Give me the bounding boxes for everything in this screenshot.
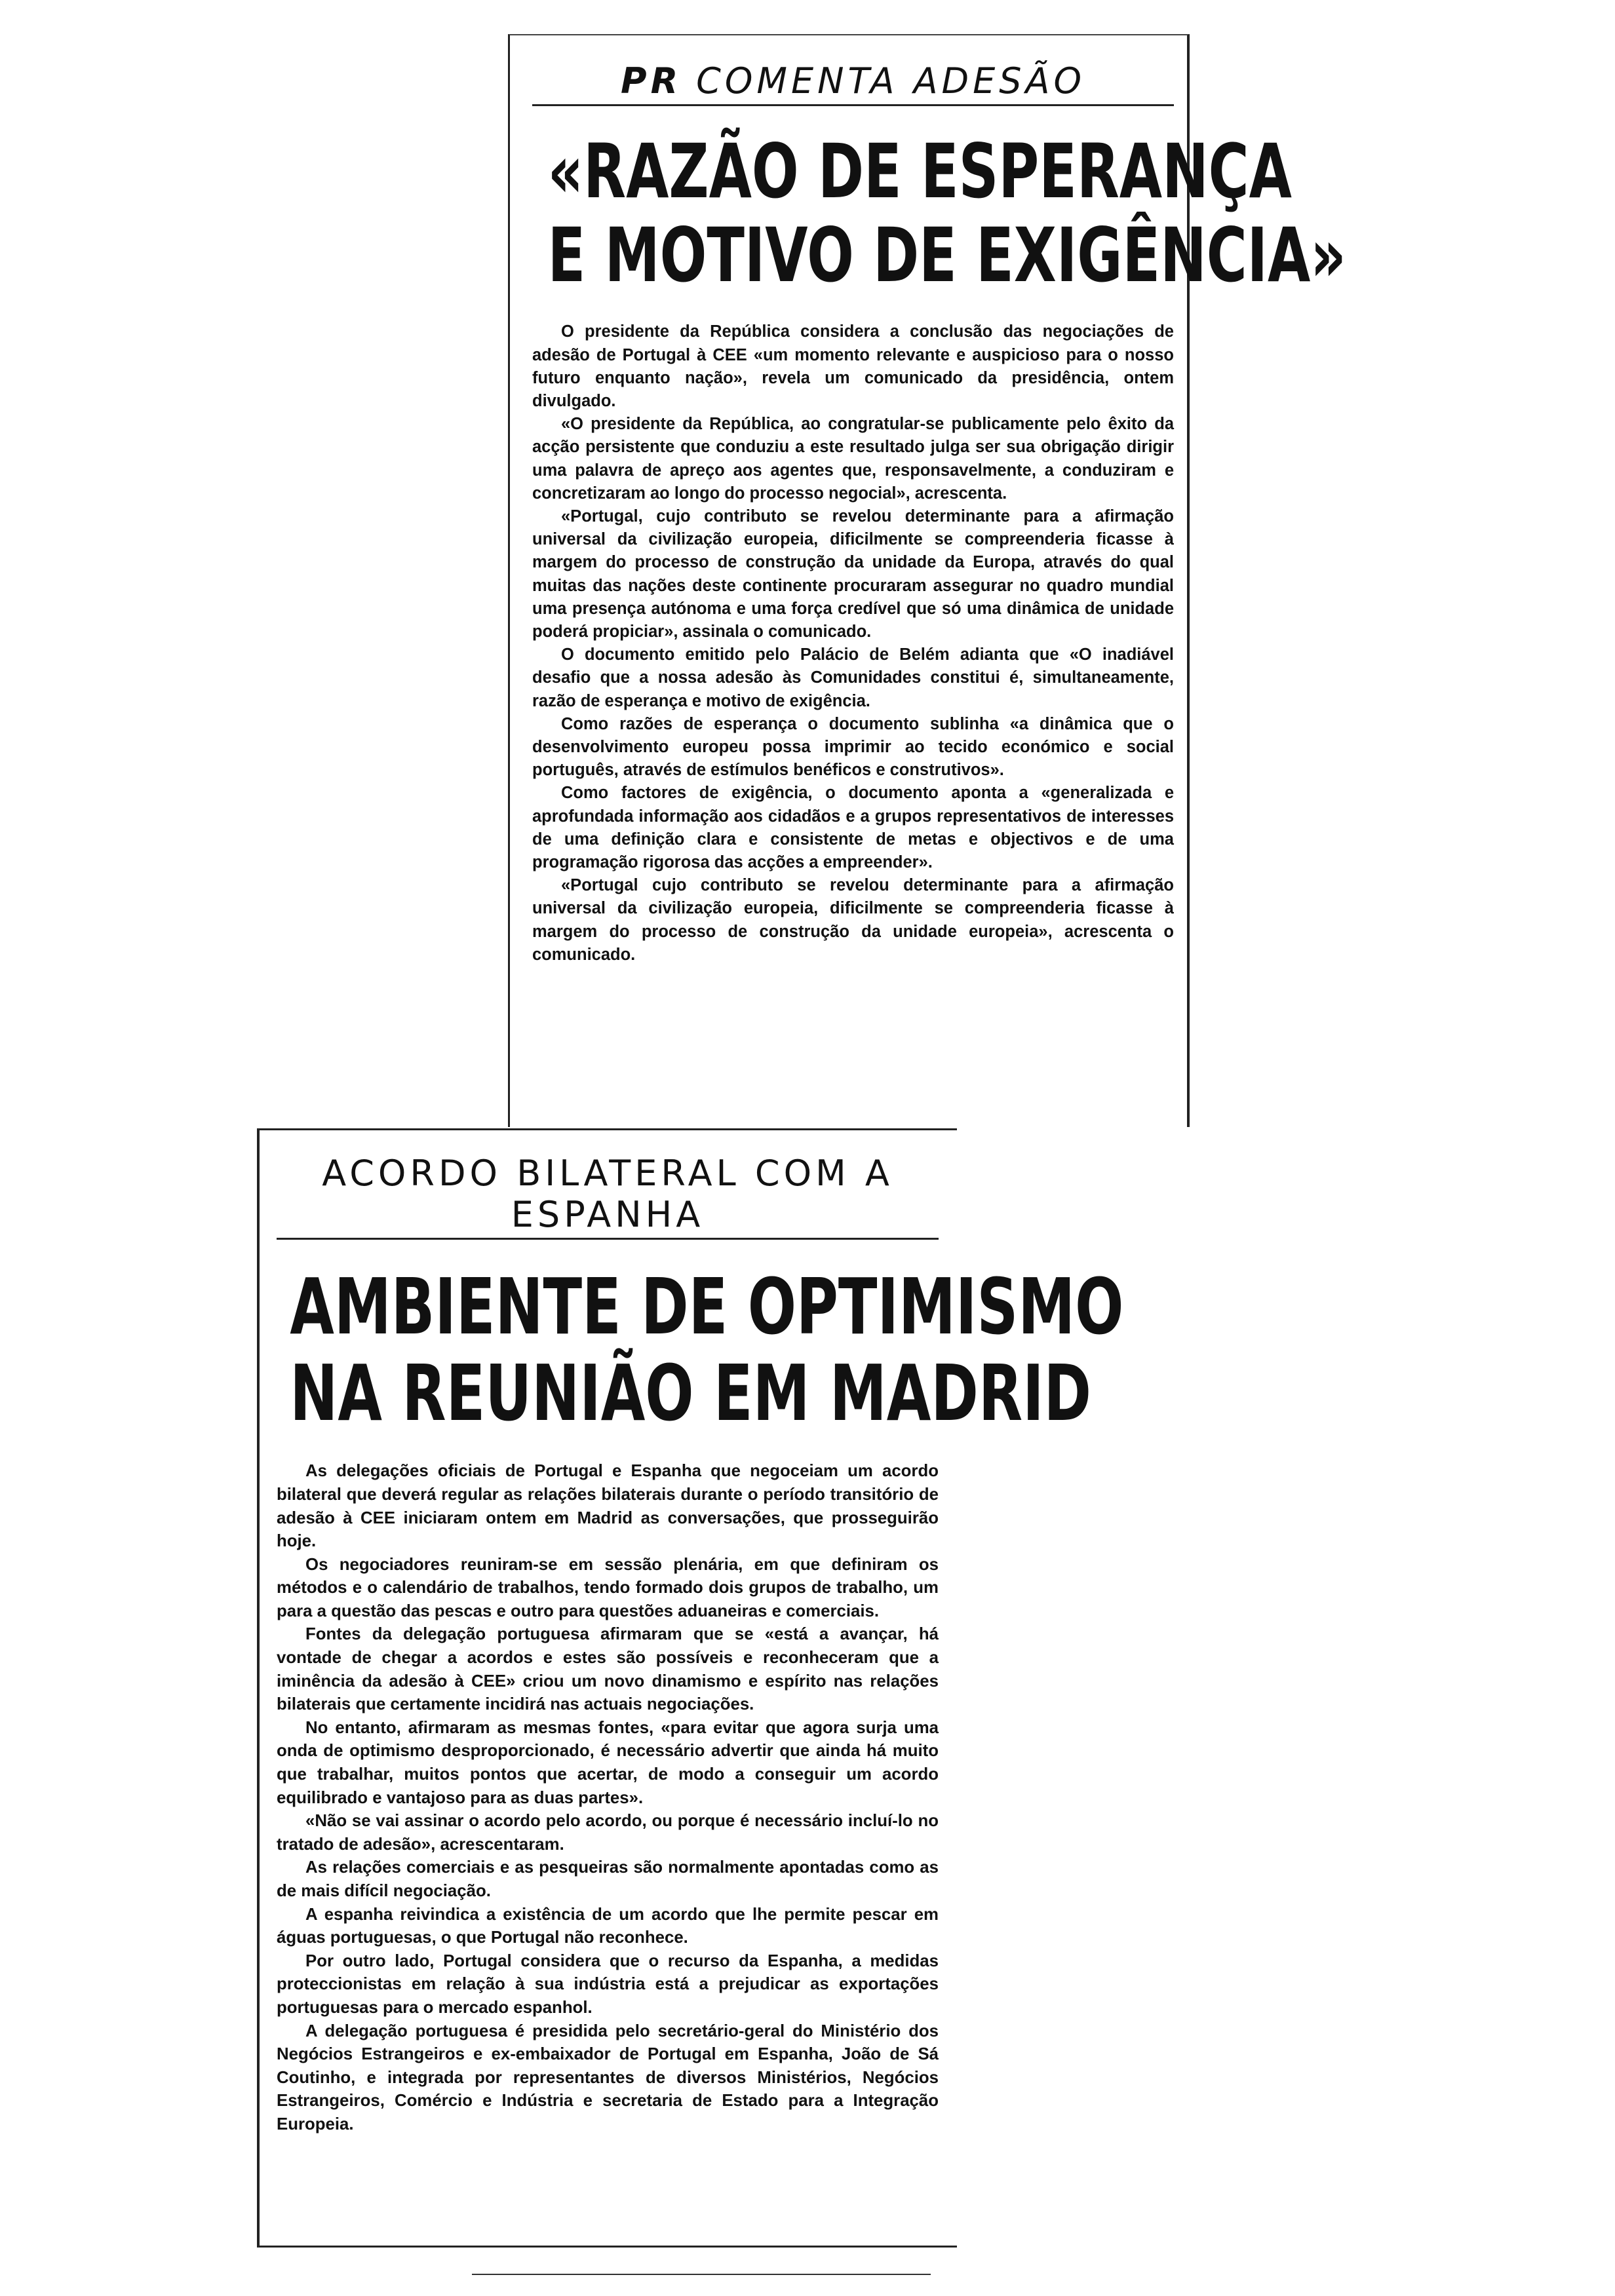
article-body [532,320,1174,966]
headline-line-1: AMBIENTE DE OPTIMISMO [290,1261,1124,1352]
body-paragraph: No entanto, afirmaram as mesmas fontes, «para evitar que agora surja uma onda de optimismo desproporcionado, é necessário advertir que ainda há muito que trabalhar, muitos pontos que acertar, de modo a conseguir um acordo equilibrado e vantajoso para as duas partes». [277,1718,939,1807]
article-headline [290,1261,1124,1439]
body-paragraph: O documento emitido pelo Palácio de Belém adianta que «O inadiável desafio que a nossa adesão às Comunidades constitui é, simultaneamente, razão de esperança e motivo de exigência. [532,645,1174,710]
body-paragraph: A delegação portuguesa é presidida pelo secretário-geral do Ministério dos Negócios Estrangeiros e ex-embaixador de Portugal em Espanha, João de Sá Coutinho, e integrada por representantes de diversos Ministérios, Negócios Estrangeiros, Comércio e Indústria e secretaria de Estado para a Integração Europeia. [277,2021,939,2133]
article-clipping-spain-agreement [257,1128,1124,2248]
body-paragraph: Como factores de exigência, o documento aponta a «generalizada e aprofundada informação aos cidadãos e a grupos representativos de interesses de uma definição clara e consistente de metas e objectivos e de uma programação rigorosa das acções a empreender». [532,784,1174,872]
kicker-text: COMENTA ADESÃO [696,60,1085,102]
body-paragraph: «O presidente da República, ao congratular-se publicamente pelo êxito da acção persistente que conduziu a este resultado julga ser sua obrigação dirigir uma palavra de apreço aos agentes que, responsavelmente, a conduziram e concretizaram ao longo do processo negocial», acrescenta. [532,415,1174,503]
article-clipping-president [508,34,1346,1127]
article-kicker: ACORDO BILATERAL COM A ESPANHA [277,1153,939,1240]
body-paragraph: As delegações oficiais de Portugal e Espanha que negoceiam um acordo bilateral que deverá regular as relações bilaterais durante o período transitório de adesão à CEE iniciaram ontem em Madrid as conversações, que prosseguirão hoje. [277,1462,939,1551]
kicker-pr: PR [621,60,682,102]
body-paragraph: Por outro lado, Portugal considera que o recurso da Espanha, a medidas proteccionistas em relação à sua indústria está a prejudicar as exportações portuguesas para o mercado espanhol. [277,1951,939,2017]
article-body [277,1460,939,2136]
body-paragraph: Fontes da delegação portuguesa afirmaram que se «está a avançar, há vontade de chegar a acordos e estes são possíveis e reconheceram que a iminência da adesão à CEE» criou um novo dinamismo e espírito nas relações bilaterais que certamente incidirá nas actuais negociações. [277,1625,939,1714]
body-paragraph: Como razões de esperança o documento sublinha «a dinâmica que o desenvolvimento europeu possa imprimir ao tecido económico e social português, através de estímulos benéficos e construtivos». [532,714,1174,780]
body-paragraph: As relações comerciais e as pesqueiras são normalmente apontadas como as de mais difícil negociação. [277,1858,939,1900]
bottom-divider [472,2274,931,2275]
headline-line-2: NA REUNIÃO EM MADRID [290,1348,1092,1439]
body-paragraph: O presidente da República considera a conclusão das negociações de adesão de Portugal à CEE «um momento relevante e auspicioso para o nosso futuro enquanto nação», revela um comunicado da presidência, ontem divulgado. [532,322,1174,410]
article-headline [547,128,1346,299]
body-paragraph: «Portugal cujo contributo se revelou determinante para a afirmação universal da civilização europeia, dificilmente se compreenderia ficasse à margem do processo de construção da unidade europeia», acrescenta o comunicado. [532,876,1174,964]
headline-line-1: «RAZÃO DE ESPERANÇA [547,128,1292,215]
body-paragraph: Os negociadores reuniram-se em sessão plenária, em que definiram os métodos e o calendário de trabalhos, tendo formado dois grupos de trabalho, um para a questão das pescas e outro para questões aduaneiras e comerciais. [277,1555,939,1620]
body-paragraph: «Portugal, cujo contributo se revelou determinante para a afirmação universal da civilização europeia, dificilmente se compreenderia ficasse à margem do processo de construção da unidade da Europa, através do qual muitas das nações deste continente procuraram assegurar no quadro mundial uma presença autónoma e uma força credível que só uma dinâmica de unidade poderá propiciar», assinala o comunicado. [532,507,1174,641]
article-kicker [532,60,1174,106]
body-paragraph: A espanha reivindica a existência de um acordo que lhe permite pescar em águas portuguesas, o que Portugal não reconhece. [277,1905,939,1947]
body-paragraph: «Não se vai assinar o acordo pelo acordo, ou porque é necessário incluí-lo no tratado de adesão», acrescentaram. [277,1812,939,1854]
headline-line-2: E MOTIVO DE EXIGÊNCIA» [547,211,1346,299]
